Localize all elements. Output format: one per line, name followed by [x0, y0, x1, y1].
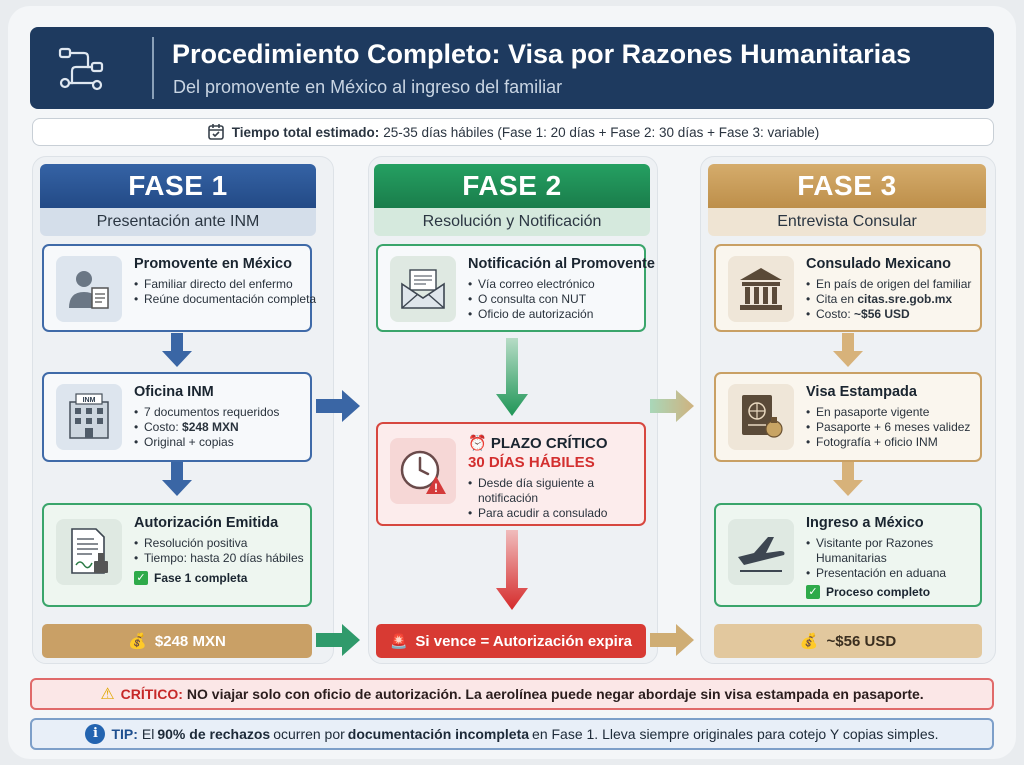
arrow-right-icon	[650, 388, 696, 424]
arrow-down-icon	[160, 462, 194, 498]
list-item: • Resolución positiva	[134, 536, 334, 551]
arrow-right-icon	[650, 622, 696, 658]
list-item: • Visitante por Razones Humanitarias	[806, 536, 966, 566]
time-estimate-label: Tiempo total estimado:	[231, 124, 380, 140]
checkmark-icon: ✓	[134, 571, 148, 585]
phase-complete-badge: ✓ Fase 1 completa	[134, 571, 247, 585]
list-item: • Para acudir a consulado	[468, 506, 638, 521]
warning-icon: ⚠	[100, 686, 115, 703]
list-item: • Presentación en aduana	[806, 566, 966, 581]
arrow-down-icon	[494, 530, 530, 612]
envelope-icon	[390, 256, 456, 322]
card-title: Promovente en México	[134, 256, 292, 272]
card-title: Visa Estampada	[806, 384, 917, 400]
siren-icon: 🚨	[389, 632, 408, 649]
airplane-icon	[728, 519, 794, 585]
passport-icon	[728, 384, 794, 450]
tip-text: ocurren por	[273, 726, 345, 742]
critical-warning-bar	[30, 678, 994, 710]
card-title: Oficina INM	[134, 384, 214, 400]
calendar-check-icon	[207, 123, 225, 141]
tip-bar	[30, 718, 994, 750]
phase-3-subtitle: Entrevista Consular	[708, 208, 986, 236]
tip-text: El	[141, 726, 155, 742]
list-item: • Costo: $248 MXN	[134, 420, 334, 435]
card-promovente	[42, 244, 317, 332]
card-title: Consulado Mexicano	[806, 256, 952, 272]
tip-bold-stat: 90% de rechazos	[157, 726, 271, 742]
certificate-icon	[56, 519, 122, 585]
arrow-down-icon	[831, 333, 865, 369]
phase-1-header	[40, 164, 316, 236]
card-title: Ingreso a México	[806, 515, 924, 531]
list-item: • Vía correo electrónico	[468, 277, 668, 292]
inm-sign-text: INM	[82, 397, 96, 404]
phase-2-subtitle: Resolución y Notificación	[374, 208, 650, 236]
list-item: • Oficio de autorización	[468, 307, 668, 322]
checkmark-icon: ✓	[806, 585, 820, 599]
list-item: • En país de origen del familiar	[806, 277, 1006, 292]
phase-2-expiry-bar: 🚨 Si vence = Autorización expira	[376, 624, 646, 658]
cost-value: $248 MXN	[182, 420, 239, 434]
list-item: • Pasaporte + 6 meses validez	[806, 420, 1006, 435]
phase-1-title: FASE 1	[40, 164, 316, 208]
card-plazo-critico	[376, 422, 646, 526]
header-banner	[30, 27, 994, 109]
card-title: Autorización Emitida	[134, 515, 279, 531]
arrow-down-icon	[831, 462, 865, 498]
arrow-right-icon	[316, 388, 362, 424]
cost-value: ~$56 USD	[854, 307, 910, 321]
tip-text: en Fase 1. Lleva siempre originales para cotejo Y copias simples.	[532, 726, 939, 742]
deadline-highlight: 30 DÍAS HÁBILES	[468, 454, 595, 471]
card-consulado	[714, 244, 982, 332]
money-bag-icon: 💰	[128, 633, 147, 650]
building-icon	[56, 384, 122, 450]
phase-3-cost-bar: 💰 ~$56 USD	[714, 624, 982, 658]
info-icon: i	[85, 724, 105, 744]
page-title: Procedimiento Completo: Visa por Razones Humanitarias	[172, 39, 912, 69]
list-item: • Original + copias	[134, 435, 334, 450]
arrow-down-icon	[494, 338, 530, 418]
phase-1-cost-bar: 💰 $248 MXN	[42, 624, 312, 658]
arrow-down-icon	[160, 333, 194, 369]
time-estimate-value: 25-35 días hábiles (Fase 1: 20 días + Fase 2: 30 días + Fase 3: variable)	[383, 124, 820, 140]
page-subtitle: Del promovente en México al ingreso del familiar	[173, 77, 563, 97]
process-complete-badge: ✓ Proceso completo	[806, 585, 930, 599]
phase-2-title: FASE 2	[374, 164, 650, 208]
list-item: • Cita en citas.sre.gob.mx	[806, 292, 1006, 307]
list-item: • Familiar directo del enfermo	[134, 277, 334, 292]
phase-3-header	[708, 164, 986, 236]
clock-warning-icon	[390, 438, 456, 504]
phase-2-header	[374, 164, 650, 236]
svg-text:!: !	[434, 481, 438, 495]
list-item: • O consulta con NUT	[468, 292, 668, 307]
list-item: • Desde día siguiente a notificación	[468, 476, 638, 506]
card-title: Notificación al Promovente	[468, 256, 655, 272]
list-item: • En pasaporte vigente	[806, 405, 1006, 420]
list-item: • 7 documentos requeridos	[134, 405, 334, 420]
arrow-right-icon	[316, 622, 362, 658]
tip-label: TIP:	[111, 726, 138, 742]
header-divider	[152, 37, 154, 99]
list-item: • Reúne documentación completa	[134, 292, 334, 307]
card-autorizacion	[42, 503, 312, 607]
list-item: • Fotografía + oficio INM	[806, 435, 1006, 450]
money-bag-icon: 💰	[799, 633, 819, 650]
list-item: • Costo: ~$56 USD	[806, 307, 1006, 322]
workflow-icon	[54, 41, 110, 97]
critical-label: CRÍTICO:	[120, 686, 183, 702]
list-item: • Tiempo: hasta 20 días hábiles	[134, 551, 334, 566]
tip-bold-reason: documentación incompleta	[347, 726, 530, 742]
appointment-link[interactable]: citas.sre.gob.mx	[857, 292, 953, 306]
card-ingreso-mexico	[714, 503, 982, 607]
card-visa-estampada	[714, 372, 982, 462]
card-title: ⏰ PLAZO CRÍTICO	[468, 435, 608, 452]
time-estimate-bar	[32, 118, 994, 146]
alarm-clock-icon: ⏰	[468, 435, 487, 452]
critical-text: NO viajar solo con oficio de autorización. La aerolínea puede negar abordaje sin visa estampada en pasaporte.	[186, 686, 924, 702]
card-oficina-inm	[42, 372, 312, 462]
card-notificacion	[376, 244, 655, 332]
phase-1-subtitle: Presentación ante INM	[40, 208, 316, 236]
person-document-icon	[56, 256, 122, 322]
consulate-icon	[728, 256, 794, 322]
phase-3-title: FASE 3	[708, 164, 986, 208]
